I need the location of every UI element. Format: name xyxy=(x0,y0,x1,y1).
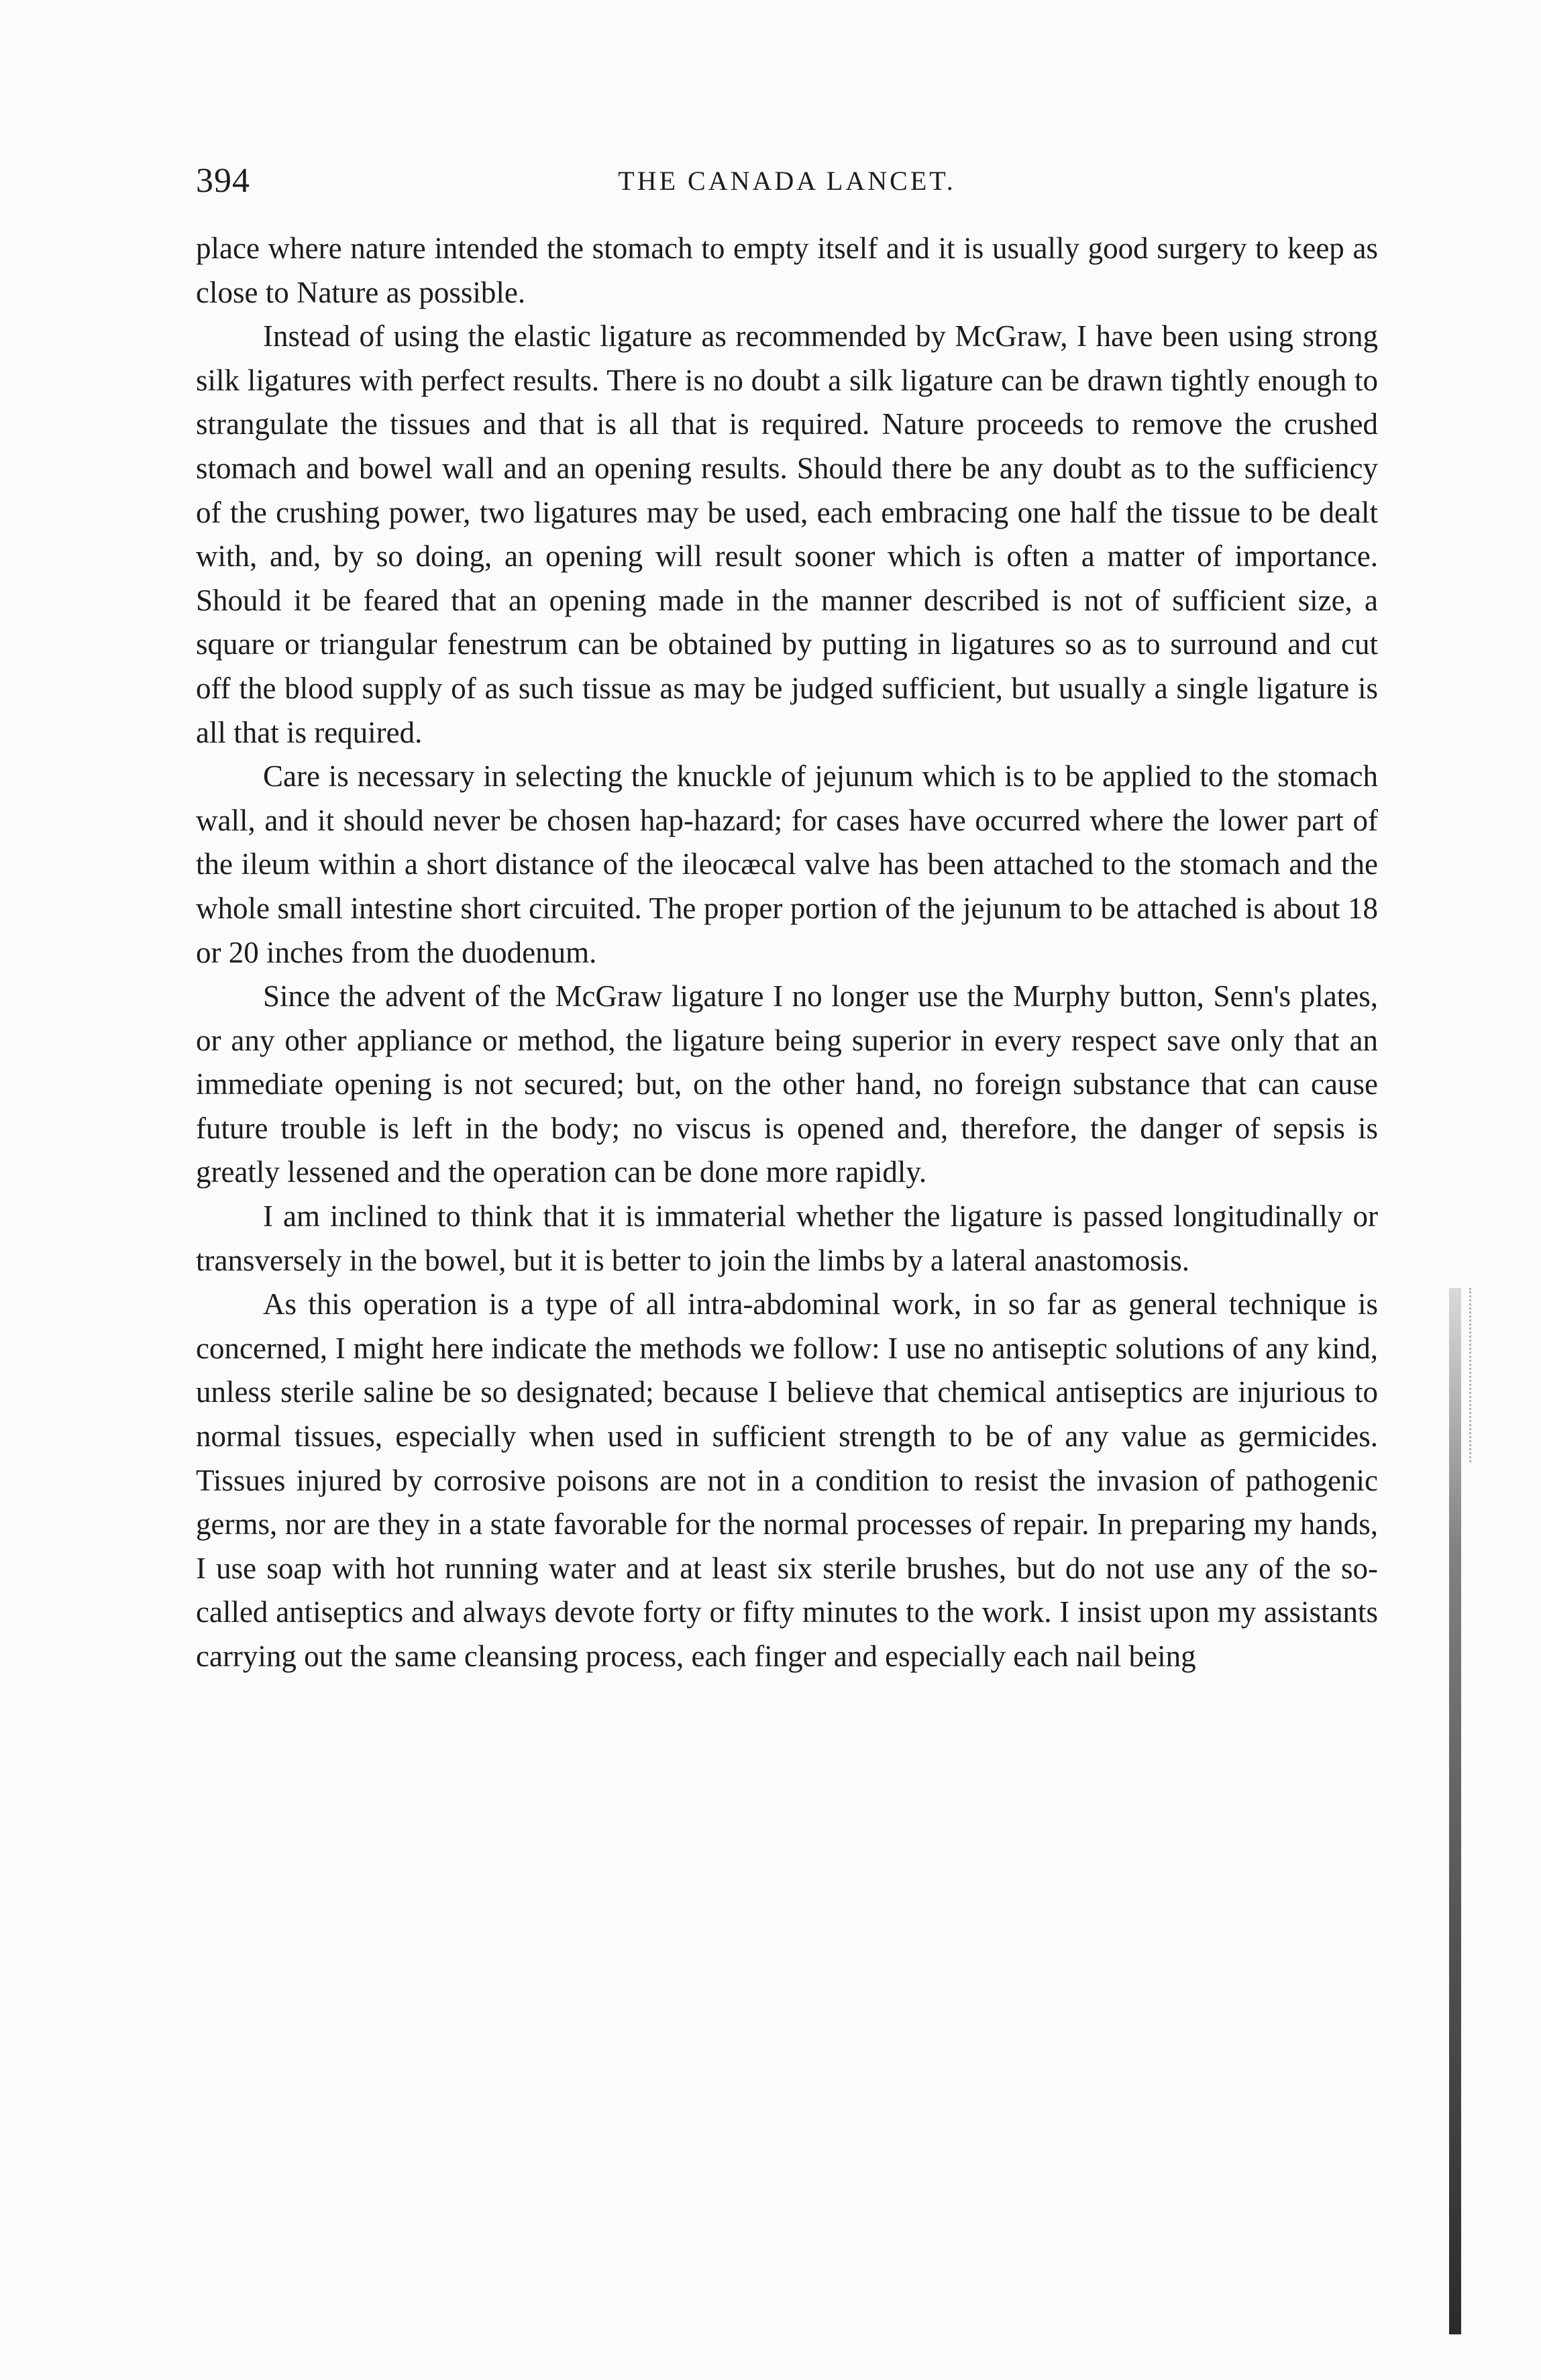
article-body xyxy=(196,227,1378,1679)
paragraph-anastomosis: I am inclined to think that it is immaterial whether the ligature is passed longitudinally or transversely in the bowel, but it is better to join the limbs by a lateral anastomosis. xyxy=(196,1199,1378,1277)
page-edge-dots xyxy=(1469,1288,1474,1462)
paragraph-mcgraw-ligature: Since the advent of the McGraw ligature I no longer use the Murphy button, Senn's plates, or any other appliance or method, the ligature being superior in every respect save only that an immediate opening is not secured; but, on the other hand, no foreign substance that can cause future trouble is left in the body; no viscus is opened and, therefore, the danger of sepsis is greatly lessened and the operation can be done more rapidly. xyxy=(196,979,1378,1189)
paragraph-continued: place where nature intended the stomach to empty itself and it is usually good surgery to keep as close to Nature as possible. xyxy=(196,231,1378,309)
paragraph-jejunum-selection: Care is necessary in selecting the knuckle of jejunum which is to be applied to the stomach wall, and it should never be chosen hap-hazard; for cases have occurred where the lower part of the ileum within a short distance of the ileocæcal valve has been attached to the stomach and the whole small intestine short circuited. The proper portion of the jejunum to be attached is about 18 or 20 inches from the duodenum. xyxy=(196,759,1378,969)
paragraph-silk-ligatures: Instead of using the elastic ligature as recommended by McGraw, I have been using strong silk ligatures with perfect results. There is no doubt a silk ligature can be drawn tightly enough to strangulate the tissues and that is all that is required. Nature proceeds to remove the crushed stomach and bowel wall and an opening results. Should there be any doubt as to the sufficiency of the crushing power, two ligatures may be used, each embracing one half the tissue to be dealt with, and, by so doing, an opening will result sooner which is often a matter of importance. Should it be feared that an opening made in the manner described is not of sufficient size, a square or triangular fenestrum can be obtained by putting in ligatures so as to surround and cut off the blood supply of as such tissue as may be judged sufficient, but usually a single ligature is all that is required. xyxy=(196,319,1378,749)
journal-title: THE CANADA LANCET. xyxy=(618,166,956,196)
paragraph-technique: As this operation is a type of all intra-abdominal work, in so far as general technique is concerned, I might here indicate the methods we follow: I use no antiseptic solutions of any kind, unless sterile saline be so designated; because I believe that chemical antiseptics are injurious to normal tissues, especially when used in sufficient strength to be of any value as germicides. Tissues injured by corrosive poisons are not in a condition to resist the invasion of pathogenic germs, nor are they in a state favorable for the normal processes of repair. In preparing my hands, I use soap with hot running water and at least six sterile brushes, but do not use any of the so-called antiseptics and always devote forty or fifty minutes to the work. I insist upon my assistants carrying out the same cleansing process, each finger and especially each nail being xyxy=(196,1287,1378,1673)
page-number: 394 xyxy=(196,162,250,200)
book-page xyxy=(196,161,1378,1679)
running-head xyxy=(196,161,1378,215)
page-edge-shadow xyxy=(1449,1288,1461,2334)
